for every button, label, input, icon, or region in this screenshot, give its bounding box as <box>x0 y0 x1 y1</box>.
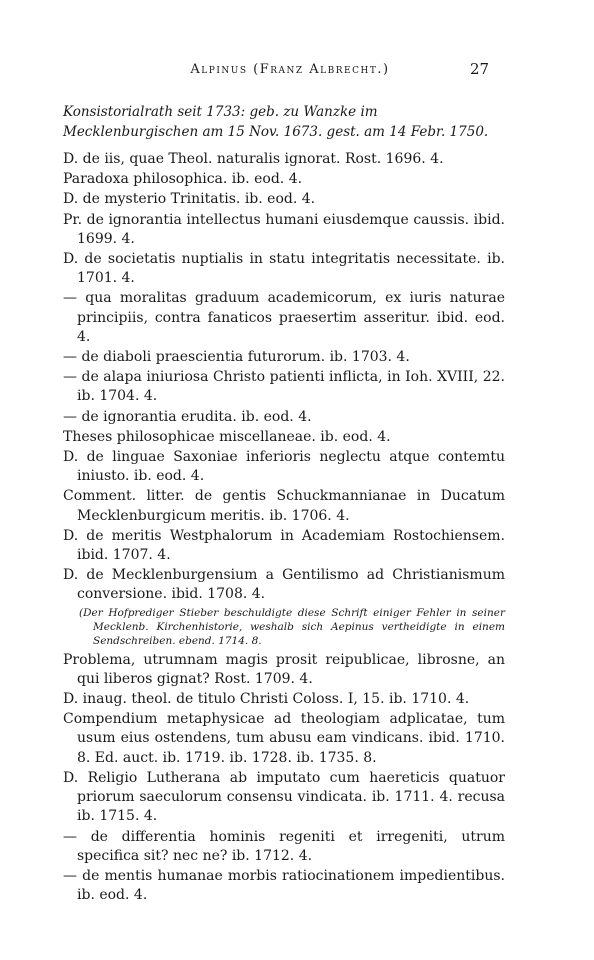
running-head: Alpinus (Franz Albrecht.) <box>190 62 390 77</box>
bibliography-entry: D. Religio Lutherana ab imputato cum haereticis quatuor priorum saeculorum consensu vindicata. ib. 1711. 4. recusa ib. 1715. 4. <box>63 769 505 825</box>
bibliography-entry: D. de meritis Westphalorum in Academiam Rostochiensem. ibid. 1707. 4. <box>63 527 505 564</box>
page-number: 27 <box>470 60 490 78</box>
bibliography-entry: Compendium metaphysicae ad theologiam adplicatae, tum usum eius ostendens, tum abusu eam vindicans. ibid. 1710. 8. Ed. auct. ib. 1719. ib. 1728. ib. 1735. 8. <box>63 711 505 766</box>
bibliography-entry: D. de mysterio Trinitatis. ib. eod. 4. <box>63 191 316 208</box>
bibliography-entry: Paradoxa philosophica. ib. eod. 4. <box>63 171 303 188</box>
bibliography-entry: D. inaug. theol. de titulo Christi Coloss. I, 15. ib. 1710. 4. <box>63 691 470 708</box>
bibliography-entry: Theses philosophicae miscellaneae. ib. eod. 4. <box>63 428 391 445</box>
bibliography-entry: D. de iis, quae Theol. naturalis ignorat. Rost. 1696. 4. <box>63 151 444 167</box>
bibliography-entry: Problema, utrumnam magis prosit reipublicae, librosne, an qui liberos gignat? Rost. 1709. 4. <box>63 651 505 687</box>
bibliography-entry: Pr. de ignorantia intellectus humani eiusdemque caussis. ibid. 1699. 4. <box>63 211 505 247</box>
bibliography-entry: — qua moralitas graduum academicorum, ex iuris naturae principiis, contra fanaticos praesertim asseritur. ibid. eod. 4. <box>63 290 505 345</box>
bibliography-entry: — de alapa iniuriosa Christo patienti inflicta, in Ioh. XVIII, 22. ib. 1704. 4. <box>63 369 505 405</box>
footnote-remark: (Der Hofprediger Stieber beschuldigte diese Schrift einiger Fehler in seiner Mecklenb. Kirchenhistorie, weshalb sich Aepinus vertheidigte in einem Sendschreiben. ebend. 1714. 8. <box>79 606 505 647</box>
bibliography-entry: Comment. litter. de gentis Schuckmannianae in Ducatum Mecklenburgicum meritis. ib. 1706. 4. <box>63 488 505 524</box>
bibliography-entry: D. de linguae Saxoniae inferioris neglectu atque contemtu iniusto. ib. eod. 4. <box>63 449 505 485</box>
bibliography-entry: — de diaboli praescientia futurorum. ib. 1703. 4. <box>63 349 410 366</box>
bibliography-entry: D. de societatis nuptialis in statu integritatis necessitate. ib. 1701. 4. <box>63 251 505 287</box>
bibliography-entry: — de ignorantia erudita. ib. eod. 4. <box>63 408 312 425</box>
bibliography-list <box>63 150 505 906</box>
biographical-intro: Konsistorialrath seit 1733: geb. zu Wanzke im Mecklenburgischen am 15 Nov. 1673. gest. am 14 Febr. 1750. <box>63 104 489 140</box>
bibliography-entry: — de mentis humanae morbis ratiocinationem impedientibus. ib. eod. 4. <box>63 867 505 904</box>
bibliography-entry: D. de Mecklenburgensium a Gentilismo ad Christianismum conversione. ibid. 1708. 4. <box>63 567 505 603</box>
bibliography-entry: — de differentia hominis regeniti et irregeniti, utrum specifica sit? nec ne? ib. 1712. 4. <box>63 828 505 864</box>
